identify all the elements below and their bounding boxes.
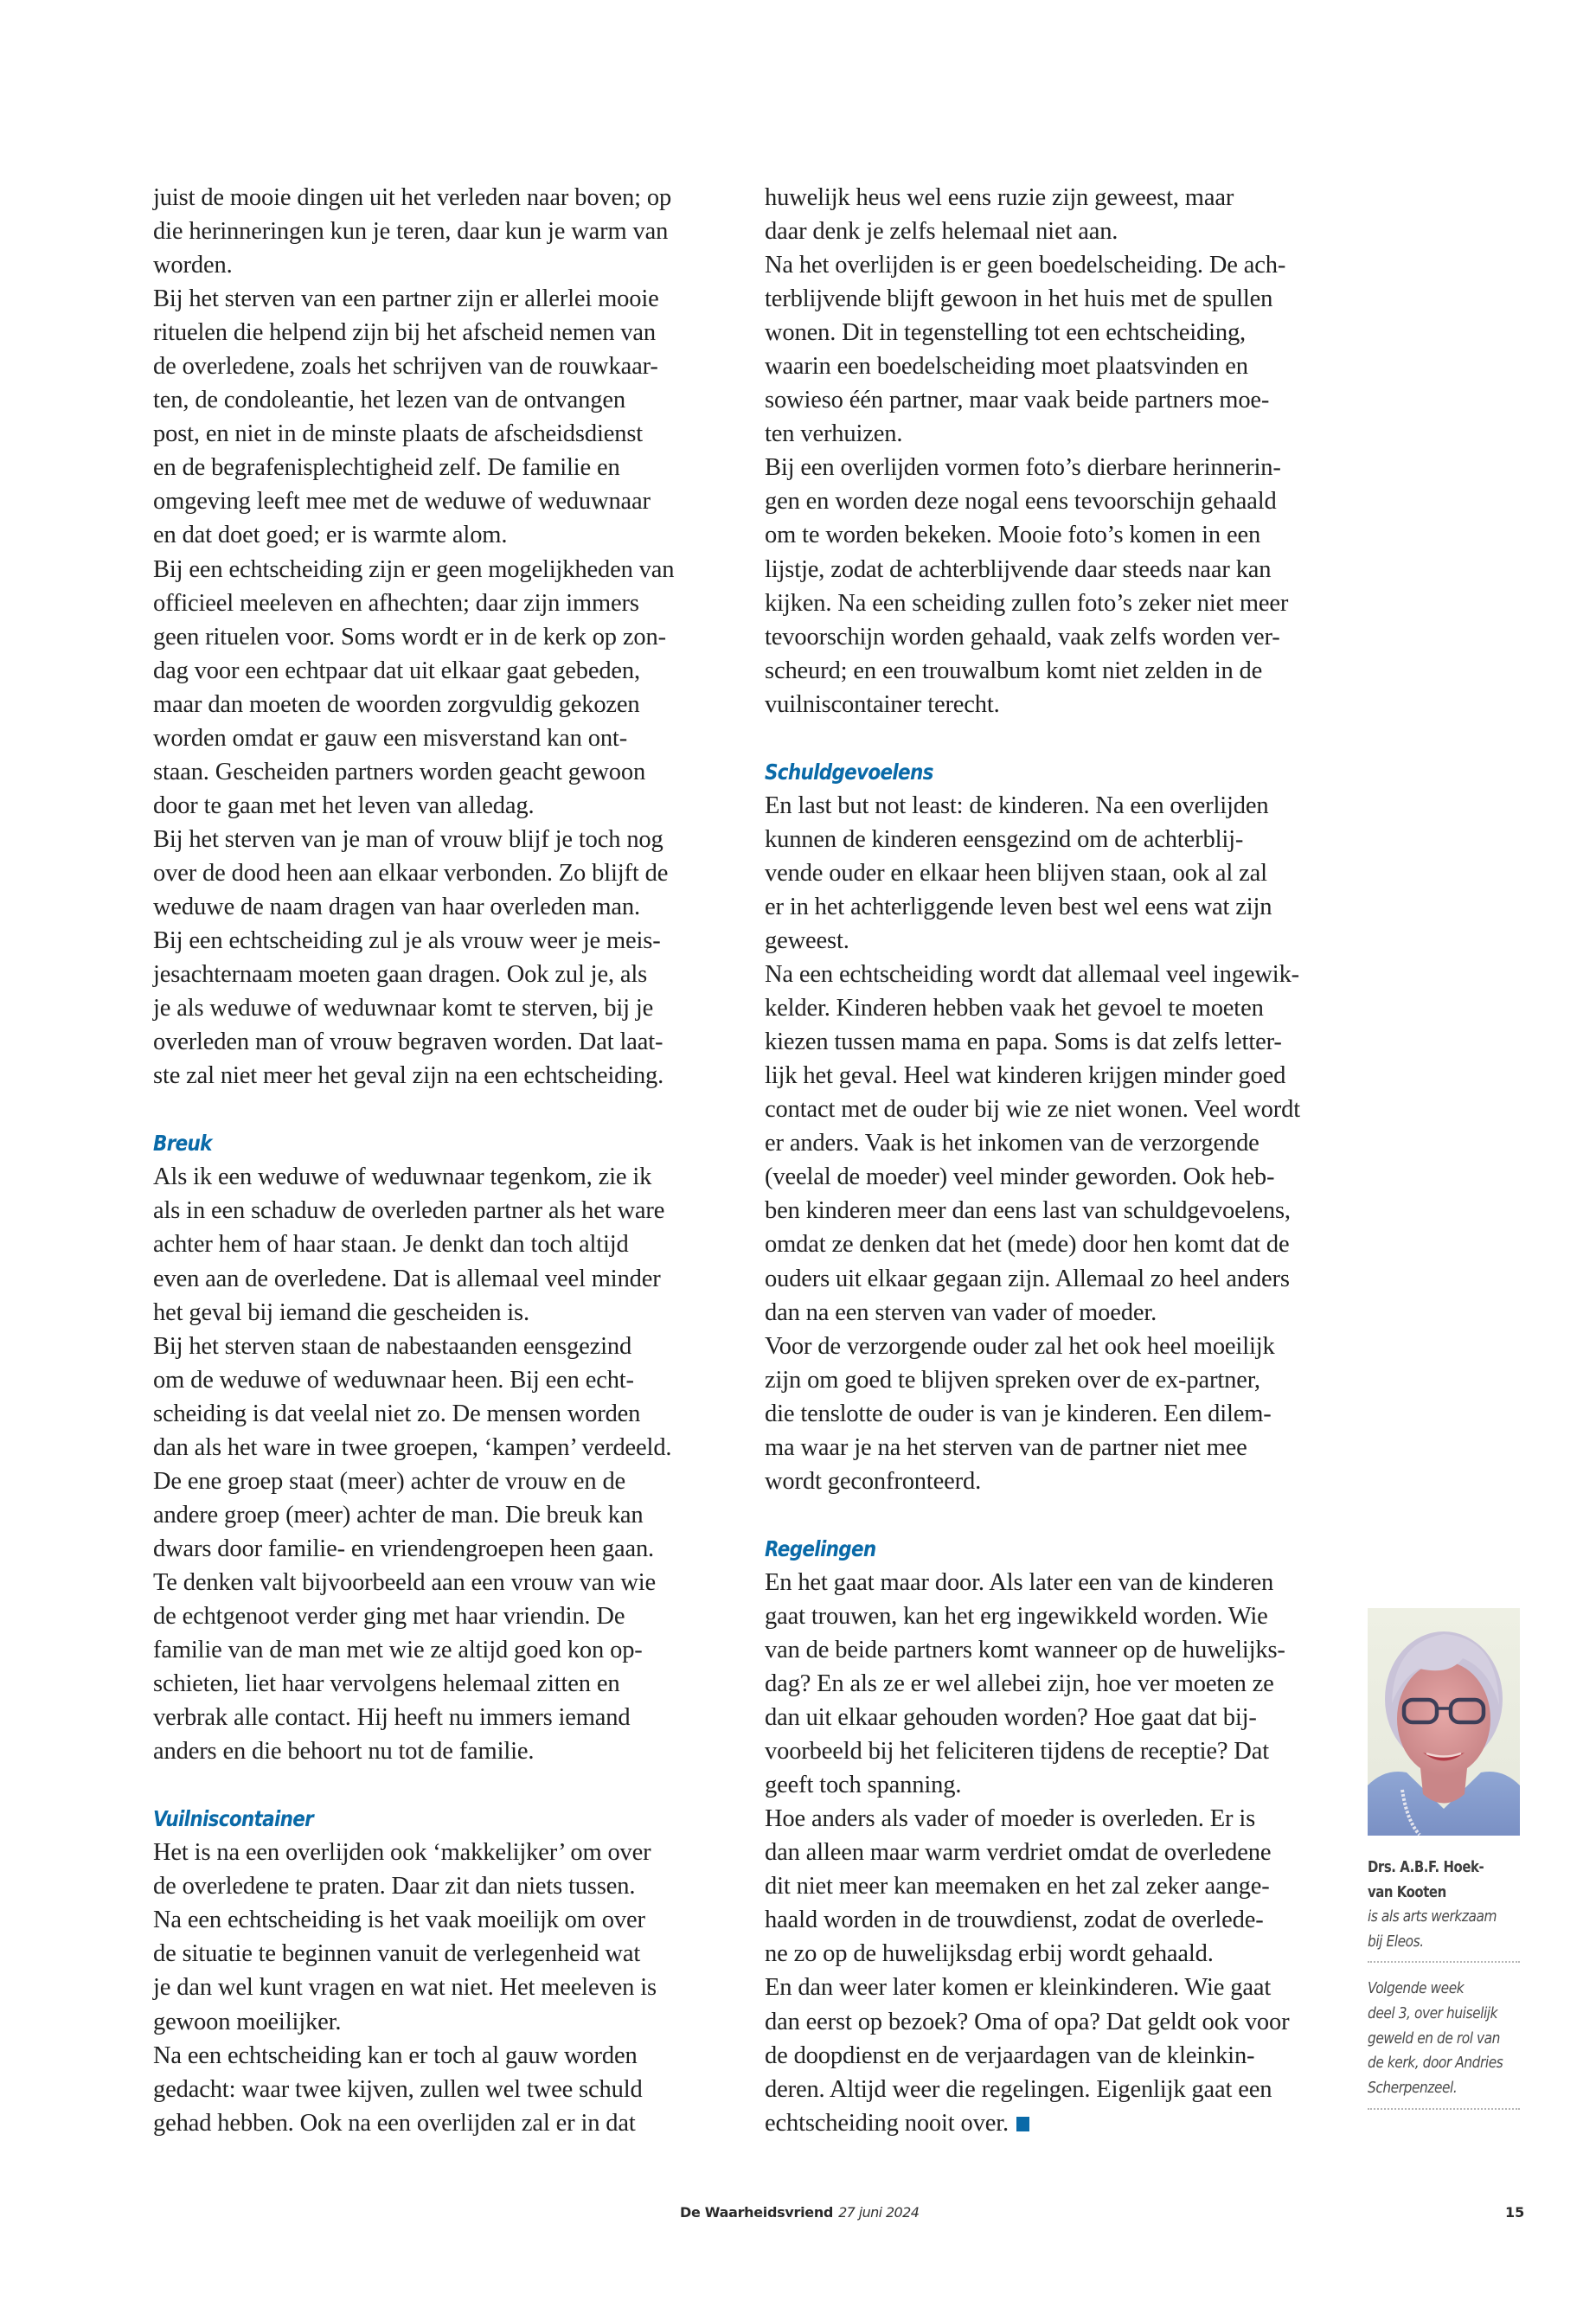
text-line (765, 1465, 1344, 1498)
text-line (153, 349, 733, 383)
text-line (153, 789, 733, 823)
text-line-content: kijken. Na een scheiding zullen foto’s zeker niet meer (765, 589, 1289, 617)
text-line-content: andere groep (meer) achter de man. Die breuk kan (153, 1501, 644, 1529)
text-line-content: Na het overlijden is er geen boedelscheiding. De ach- (765, 252, 1286, 279)
author-caption (1368, 1856, 1520, 1954)
section-spacer (153, 1093, 733, 1126)
text-line-content: kunnen de kinderen eensgezind om de achterblij- (765, 825, 1244, 853)
text-line (765, 1633, 1344, 1667)
text-line (153, 1869, 733, 1903)
text-line (153, 1025, 733, 1059)
text-line-content: even aan de overledene. Dat is allemaal veel minder (153, 1265, 661, 1292)
text-line-content: dag? En als ze er wel allebei zijn, hoe ver moeten ze (765, 1670, 1274, 1698)
text-line-content: staan. Gescheiden partners worden geacht gewoon (153, 758, 646, 785)
text-line-content: dwars door familie- en vriendengroepen heen gaan. (153, 1535, 655, 1562)
text-line (153, 1532, 733, 1566)
text-line-content: omdat ze denken dat het (mede) door hen komt dat de (765, 1231, 1290, 1259)
text-line-content: ten, de condoleantie, het lezen van de ontvangen (153, 387, 625, 414)
text-line (765, 789, 1344, 823)
text-line-content: dan na een sterven van vader of moeder. (765, 1298, 1157, 1326)
section-spacer (153, 1768, 733, 1802)
text-line-content: ben kinderen meer dan eens last van schuldgevoelens, (765, 1197, 1291, 1225)
text-line (765, 1869, 1344, 1903)
text-line (765, 1330, 1344, 1363)
text-line-content: kiezen tussen mama en papa. Soms is dat zelfs letter- (765, 1029, 1282, 1056)
dotted-divider (1368, 2108, 1520, 2110)
text-line-content: Bij het sterven staan de nabestaanden eensgezind (153, 1332, 632, 1360)
text-line-content: (veelal de moeder) veel minder geworden. Ook heb- (765, 1163, 1275, 1191)
text-line-content: rituelen die helpend zijn bij het afscheid nemen van (153, 319, 656, 347)
author-name-line-2: van Kooten (1368, 1883, 1446, 1901)
text-line-content: terblijvende blijft gewoon in het huis met de spullen (765, 285, 1273, 313)
text-line-content: dan als het ware in twee groepen, ‘kampen’ verdeeld. (153, 1433, 672, 1461)
text-line-content: waarin een boedelscheiding moet plaatsvinden en (765, 353, 1248, 381)
text-line (153, 1599, 733, 1633)
text-line (153, 924, 733, 958)
text-line (153, 1262, 733, 1296)
text-line (765, 1734, 1344, 1768)
text-line-content: dan eerst op bezoek? Oma of opa? Dat geldt ook voor (765, 2008, 1290, 2035)
text-line (765, 1903, 1344, 1937)
text-line (153, 1566, 733, 1599)
text-line-content: dag voor een echtpaar dat uit elkaar gaat gebeden, (153, 657, 641, 684)
text-line (153, 1363, 733, 1397)
text-line (153, 688, 733, 721)
text-line (765, 349, 1344, 383)
text-line-content: Bij een overlijden vormen foto’s dierbare herinnerin- (765, 454, 1281, 482)
text-line-content: om de weduwe of weduwnaar heen. Bij een echt- (153, 1366, 634, 1394)
text-line (153, 721, 733, 755)
text-line (765, 1160, 1344, 1194)
text-line-content: ma waar je na het sterven van de partner niet mee (765, 1433, 1247, 1461)
text-line-content: de situatie te beginnen vanuit de verlegenheid wat (153, 1940, 641, 1968)
text-line-content: geweest. (765, 927, 849, 955)
paragraph-block (153, 1160, 733, 1768)
dotted-divider (1368, 1961, 1520, 1963)
next-week-line: Scherpenzeel. (1368, 2080, 1458, 2098)
text-line (765, 856, 1344, 890)
text-line (153, 215, 733, 248)
text-line-content: Na een echtscheiding kan er toch al gauw worden (153, 2041, 638, 2069)
text-line-content: de overledene, zoals het schrijven van de rouwkaar- (153, 353, 658, 381)
article-column-right (765, 181, 1344, 2140)
text-line-content: Bij het sterven van je man of vrouw blijf je toch nog (153, 825, 663, 853)
text-line-content: om te worden bekeken. Mooie foto’s komen in een (765, 522, 1261, 549)
text-line (153, 2039, 733, 2073)
text-line (765, 1363, 1344, 1397)
text-line-content: het geval bij iemand die gescheiden is. (153, 1298, 529, 1326)
text-line-content: scheiding is dat veelal niet zo. De mensen worden (153, 1400, 641, 1427)
text-line-content: lijk het geval. Heel wat kinderen krijgen minder goed (765, 1062, 1286, 1090)
text-line-content: van de beide partners komt wanneer op de huwelijks- (765, 1637, 1285, 1664)
text-line (765, 484, 1344, 518)
text-line (765, 890, 1344, 924)
text-line (765, 991, 1344, 1025)
text-line-content: dan uit elkaar gehouden worden? Hoe gaat dat bij- (765, 1704, 1257, 1732)
text-line-content: post, en niet in de minste plaats de afscheidsdienst (153, 420, 644, 448)
text-line (765, 316, 1344, 349)
text-line-content: als in een schaduw de overleden partner als het ware (153, 1197, 665, 1225)
author-name-line-1: Drs. A.B.F. Hoek- (1368, 1859, 1484, 1876)
text-line-content: dan alleen maar warm verdriet omdat de overledene (765, 1839, 1272, 1867)
text-line-content: door te gaan met het leven van alledag. (153, 792, 535, 819)
text-line (765, 518, 1344, 552)
text-line (765, 2039, 1344, 2073)
text-line-content: die tenslotte de ouder is van je kinderen. Een dilem- (765, 1400, 1272, 1427)
text-line-content: zijn om goed te blijven spreken over de ex-partner, (765, 1366, 1260, 1394)
text-line (153, 1059, 733, 1093)
text-line-content: ne zo op de huwelijksdag erbij wordt gehaald. (765, 1940, 1214, 1968)
text-line (153, 248, 733, 282)
text-line-content: de doopdienst en de verjaardagen van de kleinkin- (765, 2041, 1255, 2069)
text-line (153, 1937, 733, 1971)
text-line (765, 688, 1344, 721)
text-line-content: gaat trouwen, kan het erg ingewikkeld worden. Wie (765, 1602, 1268, 1630)
section-heading: Regelingen (765, 1535, 876, 1561)
text-line-content: familie van de man met wie ze altijd goed kon op- (153, 1637, 643, 1664)
text-line (153, 1194, 733, 1227)
page-number: 15 (1505, 2204, 1525, 2221)
text-line (765, 1431, 1344, 1465)
text-line-content: er anders. Vaak is het inkomen van de verzorgende (765, 1130, 1259, 1157)
text-line (765, 654, 1344, 688)
paragraph-block (765, 1566, 1344, 2140)
text-line-content: worden. (153, 252, 233, 279)
text-line-content: officieel meeleven en afhechten; daar zijn immers (153, 589, 639, 617)
text-line-content: gehad hebben. Ook na een overlijden zal er in dat (153, 2109, 636, 2137)
text-line (765, 1667, 1344, 1701)
text-line (153, 518, 733, 552)
text-line (153, 1667, 733, 1701)
end-of-article-square-icon (1016, 2117, 1029, 2131)
text-line-content: juist de mooie dingen uit het verleden naar boven; op (153, 184, 672, 211)
next-week-line: Volgende week (1368, 1980, 1465, 1997)
text-line (153, 1330, 733, 1363)
author-sidebar (1368, 1608, 1520, 2110)
text-line (153, 1734, 733, 1768)
text-line-content: Bij het sterven van een partner zijn er allerlei mooie (153, 285, 659, 313)
author-bio-line-1: is als arts werkzaam (1368, 1908, 1497, 1926)
text-line (765, 553, 1344, 586)
text-line-content: maar dan moeten de woorden zorgvuldig gekozen (153, 690, 640, 718)
section-spacer (765, 721, 1344, 755)
text-line (765, 1194, 1344, 1227)
text-line-content: worden omdat er gauw een misverstand kan ont- (153, 724, 628, 752)
text-line (765, 924, 1344, 958)
text-line (153, 890, 733, 924)
author-photo (1368, 1608, 1520, 1836)
text-line-content: geeft toch spanning. (765, 1772, 962, 1799)
text-line (765, 586, 1344, 620)
text-line (765, 1093, 1344, 1126)
text-line-content: weduwe de naam dragen van haar overleden man. (153, 893, 640, 920)
text-line-content: tevoorschijn worden gehaald, vaak zelfs worden ver- (765, 623, 1280, 651)
text-line-content: haald worden in de trouwdienst, zodat de overlede- (765, 1907, 1264, 1934)
text-line (765, 1059, 1344, 1093)
text-line (153, 1836, 733, 1869)
text-line-content: de echtgenoot verder ging met haar vriendin. De (153, 1602, 625, 1630)
next-week-line: deel 3, over huiselijk (1368, 2004, 1498, 2022)
text-line (765, 1599, 1344, 1633)
text-line-content: ten verhuizen. (765, 420, 903, 448)
text-line-content: en dat doet goed; er is warmte alom. (153, 522, 508, 549)
text-line (153, 451, 733, 484)
text-line-content: echtscheiding nooit over. (765, 2109, 1009, 2137)
publication-date: 27 juni 2024 (838, 2204, 920, 2221)
text-line-content: ouders uit elkaar gegaan zijn. Allemaal zo heel anders (765, 1265, 1290, 1292)
publication-name: De Waarheidsvriend (680, 2204, 834, 2221)
text-line (153, 586, 733, 620)
text-line-content: kelder. Kinderen hebben vaak het gevoel te moeten (765, 995, 1264, 1022)
text-line (153, 1296, 733, 1330)
text-line-content: Het is na een overlijden ook ‘makkelijker’ om over (153, 1839, 651, 1867)
text-line (765, 1397, 1344, 1431)
text-line (765, 383, 1344, 417)
text-line-content: vuilniscontainer terecht. (765, 690, 1000, 718)
text-line (153, 282, 733, 316)
text-line (153, 1397, 733, 1431)
text-line (765, 1126, 1344, 1160)
text-line-content: wonen. Dit in tegenstelling tot een echtscheiding, (765, 319, 1247, 347)
text-line (153, 1971, 733, 2004)
text-line-content: wordt geconfronteerd. (765, 1467, 982, 1495)
text-line-content: vende ouder en elkaar heen blijven staan, ook al zal (765, 859, 1267, 887)
text-line (153, 1431, 733, 1465)
text-line-content: lijstje, zodat de achterblijvende daar steeds naar kan (765, 555, 1272, 583)
text-line-content: De ene groep staat (meer) achter de vrouw en de (153, 1467, 626, 1495)
text-line-content: jesachternaam moeten gaan dragen. Ook zul je, als (153, 961, 648, 989)
text-line-content: gen en worden deze nogal eens tevoorschijn gehaald (765, 488, 1277, 516)
text-line (765, 282, 1344, 316)
text-line-content: er in het achterliggende leven best wel eens wat zijn (765, 893, 1272, 920)
text-line-content: overleden man of vrouw begraven worden. Dat laat- (153, 1029, 663, 1056)
text-line (153, 1160, 733, 1194)
text-line-content: Bij een echtscheiding zijn er geen mogelijkheden van (153, 555, 675, 583)
text-line-content: scheurd; en een trouwalbum komt niet zelden in de (765, 657, 1263, 684)
text-line (153, 1701, 733, 1734)
text-line-content: deren. Altijd weer die regelingen. Eigenlijk gaat een (765, 2075, 1272, 2103)
text-line-content: En het gaat maar door. Als later een van de kinderen (765, 1568, 1274, 1596)
text-line (765, 1971, 1344, 2004)
next-week-line: geweld en de rol van (1368, 2029, 1500, 2048)
text-line (153, 383, 733, 417)
text-line-content: En last but not least: de kinderen. Na een overlijden (765, 792, 1269, 819)
text-line-content: verbrak alle contact. Hij heeft nu immers iemand (153, 1704, 631, 1732)
text-line (765, 958, 1344, 991)
text-line (765, 2005, 1344, 2039)
text-line-content: gewoon moeilijker. (153, 2008, 342, 2035)
text-line (765, 215, 1344, 248)
text-line (153, 654, 733, 688)
text-line (765, 1296, 1344, 1330)
text-line (765, 1025, 1344, 1059)
text-line (153, 1227, 733, 1261)
text-line-content: ste zal niet meer het geval zijn na een echtscheiding. (153, 1062, 664, 1090)
author-bio-line-2: bij Eleos. (1368, 1932, 1424, 1951)
text-line (765, 417, 1344, 451)
text-line (153, 958, 733, 991)
text-line (765, 1701, 1344, 1734)
section-heading: Vuilniscontainer (153, 1806, 314, 1832)
section-heading: Schuldgevoelens (765, 759, 933, 785)
text-line-content: en de begrafenisplechtigheid zelf. De familie en (153, 454, 620, 482)
text-line-content: sowieso één partner, maar vaak beide partners moe- (765, 387, 1270, 414)
text-line (153, 1465, 733, 1498)
text-line-content: Bij een echtscheiding zul je als vrouw weer je meis- (153, 927, 661, 955)
text-line-content: daar denk je zelfs helemaal niet aan. (765, 218, 1118, 246)
text-line-content: achter hem of haar staan. Je denkt dan toch altijd (153, 1231, 629, 1259)
text-line (153, 620, 733, 654)
paragraph-block (765, 789, 1344, 1498)
text-line-content: Na een echtscheiding wordt dat allemaal veel ingewik- (765, 961, 1300, 989)
text-line-content: voorbeeld bij het feliciteren tijdens de receptie? Dat (765, 1738, 1270, 1766)
text-line (765, 1566, 1344, 1599)
text-line-content: Na een echtscheiding is het vaak moeilijk om over (153, 1907, 645, 1934)
text-line-content: omgeving leeft mee met de weduwe of weduwnaar (153, 488, 651, 516)
text-line (153, 484, 733, 518)
text-line-content: je dan wel kunt vragen en wat niet. Het meeleven is (153, 1974, 657, 2002)
text-line (765, 1802, 1344, 1836)
text-line (153, 755, 733, 789)
text-line (153, 1903, 733, 1937)
text-line-content: die herinneringen kun je teren, daar kun je warm van (153, 218, 669, 246)
text-line (765, 2073, 1344, 2106)
next-week-note (1368, 1977, 1520, 2101)
text-line (765, 1937, 1344, 1971)
text-line-content: anders en die behoort nu tot de familie. (153, 1738, 535, 1766)
text-line-content: over de dood heen aan elkaar verbonden. Zo blijft de (153, 859, 669, 887)
text-line-content: Te denken valt bijvoorbeeld aan een vrouw van wie (153, 1568, 657, 1596)
text-line (153, 2106, 733, 2140)
text-line-content: geen rituelen voor. Soms wordt er in de kerk op zon- (153, 623, 666, 651)
article-column-left (153, 181, 733, 2140)
text-line (153, 2073, 733, 2106)
next-week-line: de kerk, door Andries (1368, 2054, 1503, 2073)
paragraph-block (153, 1836, 733, 2139)
paragraph-block (765, 181, 1344, 721)
text-line (153, 823, 733, 856)
text-line (765, 451, 1344, 484)
section-spacer (765, 1498, 1344, 1532)
text-line (765, 1262, 1344, 1296)
text-line-content: je als weduwe of weduwnaar komt te sterven, bij je (153, 995, 654, 1022)
text-line-content: huwelijk heus wel eens ruzie zijn geweest, maar (765, 184, 1234, 211)
section-heading: Breuk (153, 1131, 212, 1157)
text-line (153, 181, 733, 215)
text-line-content: dit niet meer kan meemaken en het zal zeker aange- (765, 1873, 1270, 1900)
text-line (153, 1633, 733, 1667)
text-line (765, 620, 1344, 654)
text-line-content: En dan weer later komen er kleinkinderen. Wie gaat (765, 1974, 1272, 2002)
text-line-content: Voor de verzorgende ouder zal het ook heel moeilijk (765, 1332, 1275, 1360)
text-line (765, 823, 1344, 856)
text-line (153, 2005, 733, 2039)
text-line (153, 316, 733, 349)
text-line (765, 1836, 1344, 1869)
text-line (153, 1498, 733, 1532)
text-line-content: Als ik een weduwe of weduwnaar tegenkom, zie ik (153, 1163, 652, 1191)
text-line (153, 991, 733, 1025)
text-line-content: de overledene te praten. Daar zit dan niets tussen. (153, 1873, 636, 1900)
paragraph-block (153, 181, 733, 1093)
text-line (153, 553, 733, 586)
text-line-content: gedacht: waar twee kijven, zullen wel twee schuld (153, 2075, 643, 2103)
text-line (765, 2106, 1344, 2140)
text-line-content: contact met de ouder bij wie ze niet wonen. Veel wordt (765, 1096, 1300, 1124)
text-line (765, 248, 1344, 282)
text-line (765, 181, 1344, 215)
footer-publication-info (680, 2204, 919, 2221)
text-line-content: Hoe anders als vader of moeder is overleden. Er is (765, 1805, 1256, 1833)
text-line (765, 1227, 1344, 1261)
text-line (153, 856, 733, 890)
text-line-content: schieten, liet haar vervolgens helemaal zitten en (153, 1670, 620, 1698)
text-line (765, 1768, 1344, 1802)
text-line (153, 417, 733, 451)
